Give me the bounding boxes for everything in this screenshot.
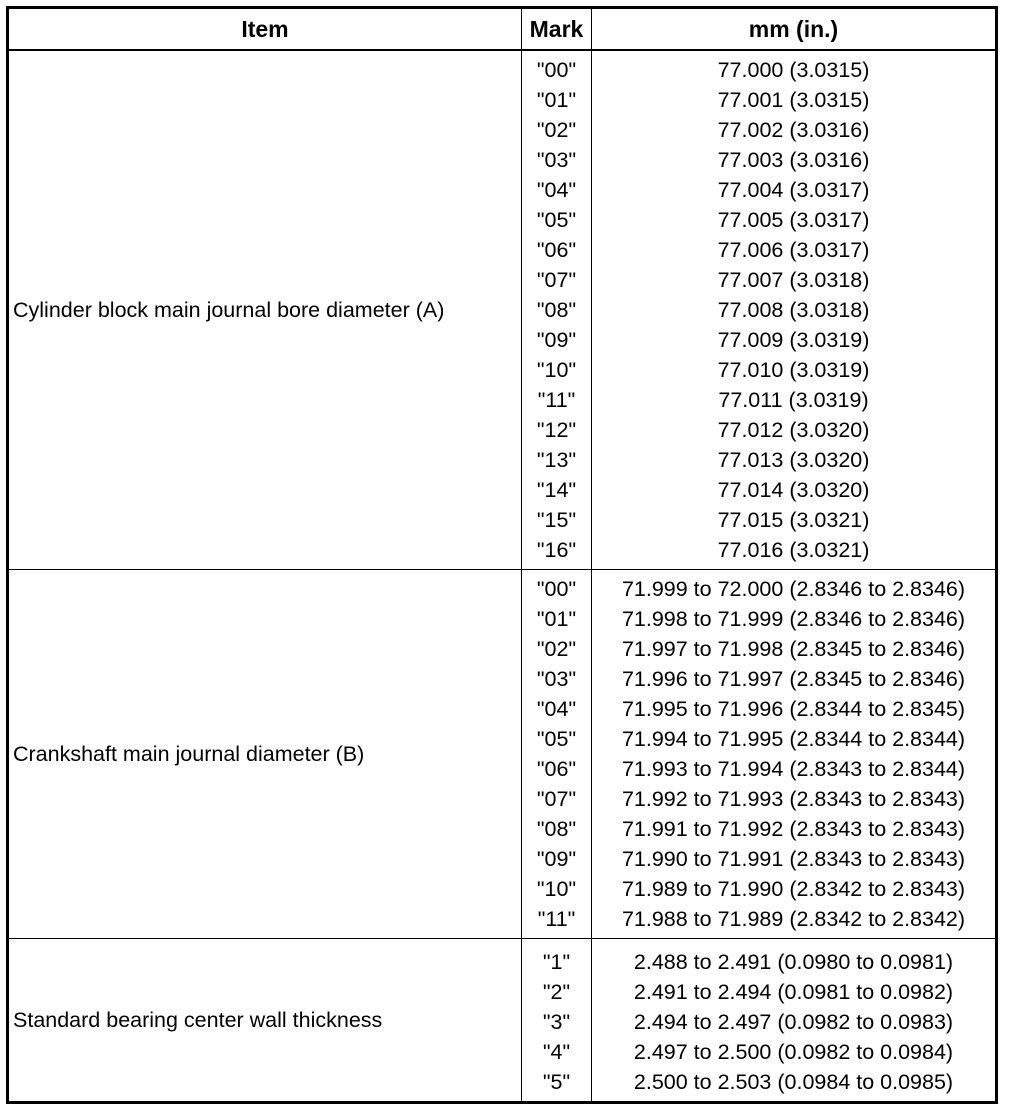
mark-line: "5" [542,1070,571,1094]
mark-line: "11" [537,907,576,931]
mark-line: "15" [536,508,577,532]
header-item: Item [241,15,289,42]
value-line: 77.002 (3.0316) [717,118,870,142]
mark-line: "05" [536,208,577,232]
mark-line: "07" [536,268,577,292]
value-line: 71.989 to 71.990 (2.8342 to 2.8343) [621,877,966,901]
item-cell: Cylinder block main journal bore diameter (A) [13,297,445,322]
mark-line: "08" [536,298,577,322]
mark-line: "10" [536,358,577,382]
value-line: 77.003 (3.0316) [717,148,870,172]
mark-line: "07" [536,787,577,811]
value-line: 2.497 to 2.500 (0.0982 to 0.0984) [633,1040,954,1064]
mark-line: "04" [536,178,577,202]
value-line: 77.010 (3.0319) [717,358,870,382]
table-row-group-bore-diameter [9,51,995,570]
table-row-group-bearing-thickness [9,939,995,1101]
value-line: 77.014 (3.0320) [717,478,870,502]
value-cell [591,51,995,569]
value-line: 71.998 to 71.999 (2.8346 to 2.8346) [621,607,966,631]
mark-line: "02" [536,637,577,661]
mark-line: "01" [536,88,577,112]
value-cell [591,570,995,938]
mark-line: "03" [536,667,577,691]
mark-line: "10" [536,877,577,901]
mark-line: "1" [542,950,571,974]
mark-line: "09" [536,328,577,352]
table-header-row [9,9,995,51]
mark-line: "05" [536,727,577,751]
value-line: 71.991 to 71.992 (2.8343 to 2.8343) [621,817,966,841]
mark-line: "06" [536,238,577,262]
value-line: 77.016 (3.0321) [717,538,870,562]
value-line: 71.994 to 71.995 (2.8344 to 2.8344) [621,727,966,751]
table-row-group-crankshaft-diameter [9,570,995,939]
mark-cell [521,570,591,938]
value-line: 77.011 (3.0319) [718,388,869,412]
mark-line: "08" [536,817,577,841]
value-line: 2.488 to 2.491 (0.0980 to 0.0981) [633,950,954,974]
value-line: 77.013 (3.0320) [717,448,870,472]
mark-line: "3" [542,1010,571,1034]
value-line: 71.990 to 71.991 (2.8343 to 2.8343) [621,847,966,871]
value-line: 2.500 to 2.503 (0.0984 to 0.0985) [633,1070,954,1094]
mark-line: "09" [536,847,577,871]
mark-line: "13" [536,448,577,472]
mark-line: "11" [537,388,576,412]
value-line: 77.004 (3.0317) [717,178,870,202]
item-cell: Standard bearing center wall thickness [13,1007,383,1032]
header-mark: Mark [521,9,591,49]
mark-line: "04" [536,697,577,721]
value-line: 77.008 (3.0318) [717,298,870,322]
value-cell [591,939,995,1101]
value-line: 71.993 to 71.994 (2.8343 to 2.8344) [621,757,966,781]
mark-line: "16" [536,538,577,562]
value-line: 71.995 to 71.996 (2.8344 to 2.8345) [621,697,966,721]
value-line: 71.988 to 71.989 (2.8342 to 2.8342) [621,907,966,931]
value-line: 77.007 (3.0318) [717,268,870,292]
item-cell: Crankshaft main journal diameter (B) [13,741,365,766]
value-line: 77.012 (3.0320) [717,418,870,442]
mark-cell [521,939,591,1101]
mark-line: "00" [536,577,577,601]
value-line: 77.015 (3.0321) [717,508,870,532]
value-line: 77.009 (3.0319) [717,328,870,352]
value-line: 77.005 (3.0317) [717,208,870,232]
value-line: 71.999 to 72.000 (2.8346 to 2.8346) [621,577,966,601]
value-line: 2.491 to 2.494 (0.0981 to 0.0982) [633,980,954,1004]
mark-cell [521,51,591,569]
mark-line: "06" [536,757,577,781]
value-line: 71.996 to 71.997 (2.8345 to 2.8346) [621,667,966,691]
mark-line: "12" [536,418,577,442]
value-line: 71.992 to 71.993 (2.8343 to 2.8343) [621,787,966,811]
value-line: 2.494 to 2.497 (0.0982 to 0.0983) [633,1010,954,1034]
mark-line: "14" [536,478,577,502]
spec-table [6,6,998,1104]
mark-line: "01" [536,607,577,631]
mark-line: "03" [536,148,577,172]
mark-line: "02" [536,118,577,142]
value-line: 71.997 to 71.998 (2.8345 to 2.8346) [621,637,966,661]
value-line: 77.006 (3.0317) [717,238,870,262]
mark-line: "2" [542,980,571,1004]
header-mm: mm (in.) [591,9,995,49]
value-line: 77.001 (3.0315) [717,88,870,112]
mark-line: "4" [542,1040,571,1064]
mark-line: "00" [536,58,577,82]
value-line: 77.000 (3.0315) [717,58,870,82]
